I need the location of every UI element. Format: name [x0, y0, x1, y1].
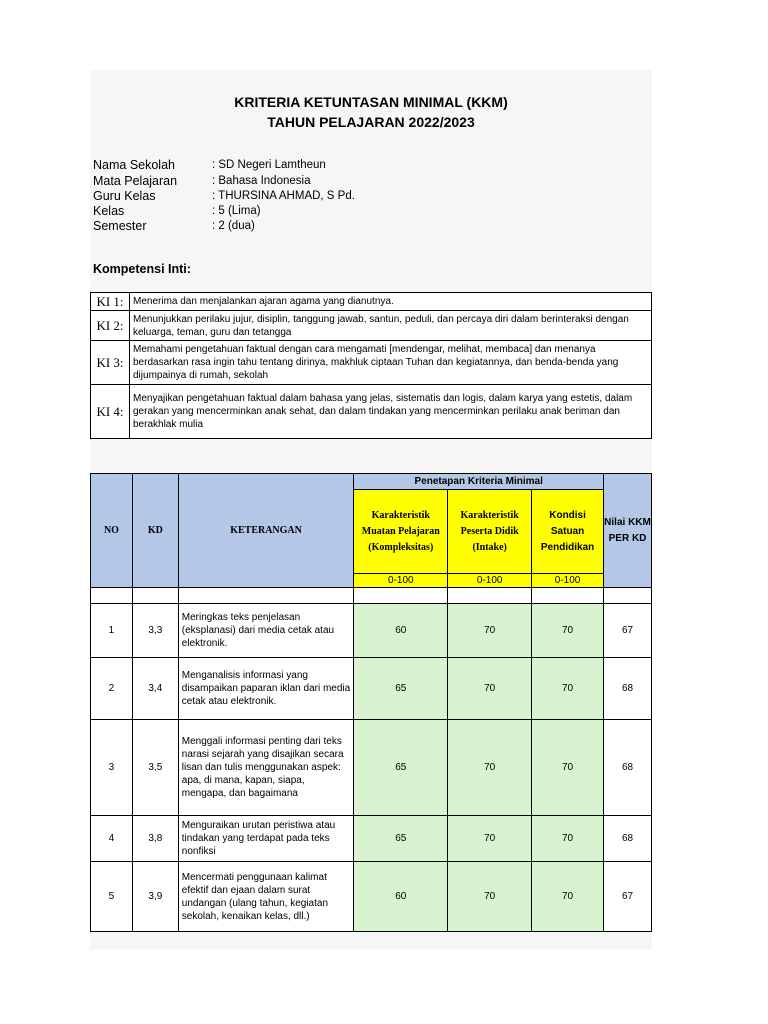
row-score-satuan: 70: [532, 720, 604, 816]
ki-text: Menerima dan menjalankan ajaran agama yang dianutnya.: [130, 293, 652, 311]
header-keterangan: KETERANGAN: [178, 474, 354, 588]
row-score-intake: 70: [448, 604, 532, 658]
row-keterangan: Menguraikan urutan peristiwa atau tindakan yang terdapat pada teks nonfiksi: [178, 816, 354, 862]
table-row: [91, 720, 652, 816]
row-score-satuan: 70: [532, 816, 604, 862]
info-label-semester: Semester: [93, 219, 147, 233]
row-score-kompleksitas: 65: [354, 720, 448, 816]
row-nilai-kkm: 68: [604, 720, 652, 816]
kkm-table: [90, 473, 652, 932]
ki-row: [91, 341, 652, 385]
row-no: 5: [91, 862, 133, 932]
range-label: 0-100: [448, 574, 532, 588]
table-row: [91, 658, 652, 720]
table-row: [91, 816, 652, 862]
row-score-kompleksitas: 65: [354, 816, 448, 862]
row-kd: 3,8: [132, 816, 178, 862]
row-nilai-kkm: 68: [604, 816, 652, 862]
row-kd: 3,4: [132, 658, 178, 720]
header-nilai-kkm: Nilai KKM PER KD: [604, 474, 652, 588]
header-no: NO: [91, 474, 133, 588]
ki-row: [91, 293, 652, 311]
info-label-sekolah: Nama Sekolah: [93, 158, 175, 172]
ki-code: KI 3:: [91, 341, 130, 385]
header-karakteristik-muatan: Karakteristik Muatan Pelajaran (Kompleksitas): [354, 490, 448, 574]
info-value-guru: : THURSINA AHMAD, S Pd.: [212, 190, 355, 202]
header-kd: KD: [132, 474, 178, 588]
row-no: 1: [91, 604, 133, 658]
row-keterangan: Mencermati penggunaan kalimat efektif dan ejaan dalam surat undangan (ulang tahun, kegiatan sekolah, kenaikan kelas, dll.): [178, 862, 354, 932]
table-row: [91, 862, 652, 932]
document-subtitle: TAHUN PELAJARAN 2022/2023: [267, 114, 475, 130]
ki-row: [91, 385, 652, 439]
row-score-satuan: 70: [532, 862, 604, 932]
info-label-guru: Guru Kelas: [93, 189, 156, 203]
table-row: [91, 604, 652, 658]
info-label-mapel: Mata Pelajaran: [93, 174, 178, 188]
range-label: 0-100: [532, 574, 604, 588]
ki-text: Menunjukkan perilaku jujur, disiplin, tanggung jawab, santun, peduli, dan percaya diri dalam berinteraksi dengan keluarga, teman, guru dan tetangga: [130, 311, 652, 341]
info-value-sekolah: : SD Negeri Lamtheun: [212, 159, 326, 171]
row-score-kompleksitas: 60: [354, 862, 448, 932]
info-value-mapel: : Bahasa Indonesia: [212, 175, 311, 187]
ki-row: [91, 311, 652, 341]
row-score-intake: 70: [448, 862, 532, 932]
document-title: KRITERIA KETUNTASAN MINIMAL (KKM): [234, 94, 508, 110]
row-kd: 3,5: [132, 720, 178, 816]
row-score-intake: 70: [448, 720, 532, 816]
header-kondisi-satuan: Kondisi Satuan Pendidikan: [532, 490, 604, 574]
info-value-kelas: : 5 (Lima): [212, 205, 261, 217]
range-label: 0-100: [354, 574, 448, 588]
row-score-kompleksitas: 60: [354, 604, 448, 658]
row-score-kompleksitas: 65: [354, 658, 448, 720]
row-kd: 3,3: [132, 604, 178, 658]
row-score-satuan: 70: [532, 658, 604, 720]
row-score-satuan: 70: [532, 604, 604, 658]
row-nilai-kkm: 67: [604, 604, 652, 658]
row-nilai-kkm: 68: [604, 658, 652, 720]
row-keterangan: Menggali informasi penting dari teks narasi sejarah yang disajikan secara lisan dan tulis menggunakan aspek: apa, di mana, kapan, siapa, mengapa, dan bagaimana: [178, 720, 354, 816]
row-no: 4: [91, 816, 133, 862]
criteria-group-header: Penetapan Kriteria Minimal: [354, 474, 604, 490]
kompetensi-inti-table: [90, 292, 652, 439]
row-score-intake: 70: [448, 658, 532, 720]
ki-code: KI 2:: [91, 311, 130, 341]
info-label-kelas: Kelas: [93, 204, 125, 218]
spacer-row: [91, 588, 652, 604]
info-value-semester: : 2 (dua): [212, 220, 255, 232]
row-no: 3: [91, 720, 133, 816]
row-keterangan: Meringkas teks penjelasan (eksplanasi) dari media cetak atau elektronik.: [178, 604, 354, 658]
kompetensi-inti-heading: Kompetensi Inti:: [93, 262, 191, 276]
row-score-intake: 70: [448, 816, 532, 862]
row-kd: 3,9: [132, 862, 178, 932]
row-nilai-kkm: 67: [604, 862, 652, 932]
ki-code: KI 4:: [91, 385, 130, 439]
ki-code: KI 1:: [91, 293, 130, 311]
row-keterangan: Menganalisis informasi yang disampaikan paparan iklan dari media cetak atau elektronik.: [178, 658, 354, 720]
row-no: 2: [91, 658, 133, 720]
ki-text: Memahami pengetahuan faktual dengan cara mengamati [mendengar, melihat, membaca] dan menanya berdasarkan rasa ingin tahu tentang dirinya, makhluk ciptaan Tuhan dan kegiatannya, dan benda-benda yang dijumpainya di rumah, sekolah: [130, 341, 652, 385]
header-karakteristik-peserta: Karakteristik Peserta Didik (Intake): [448, 490, 532, 574]
ki-text: Menyajikan pengetahuan faktual dalam bahasa yang jelas, sistematis dan logis, dalam karya yang estetis, dalam gerakan yang mencerminkan anak sehat, dan dalam tindakan yang mencerminkan perilaku anak beriman dan berakhlak mulia: [130, 385, 652, 439]
